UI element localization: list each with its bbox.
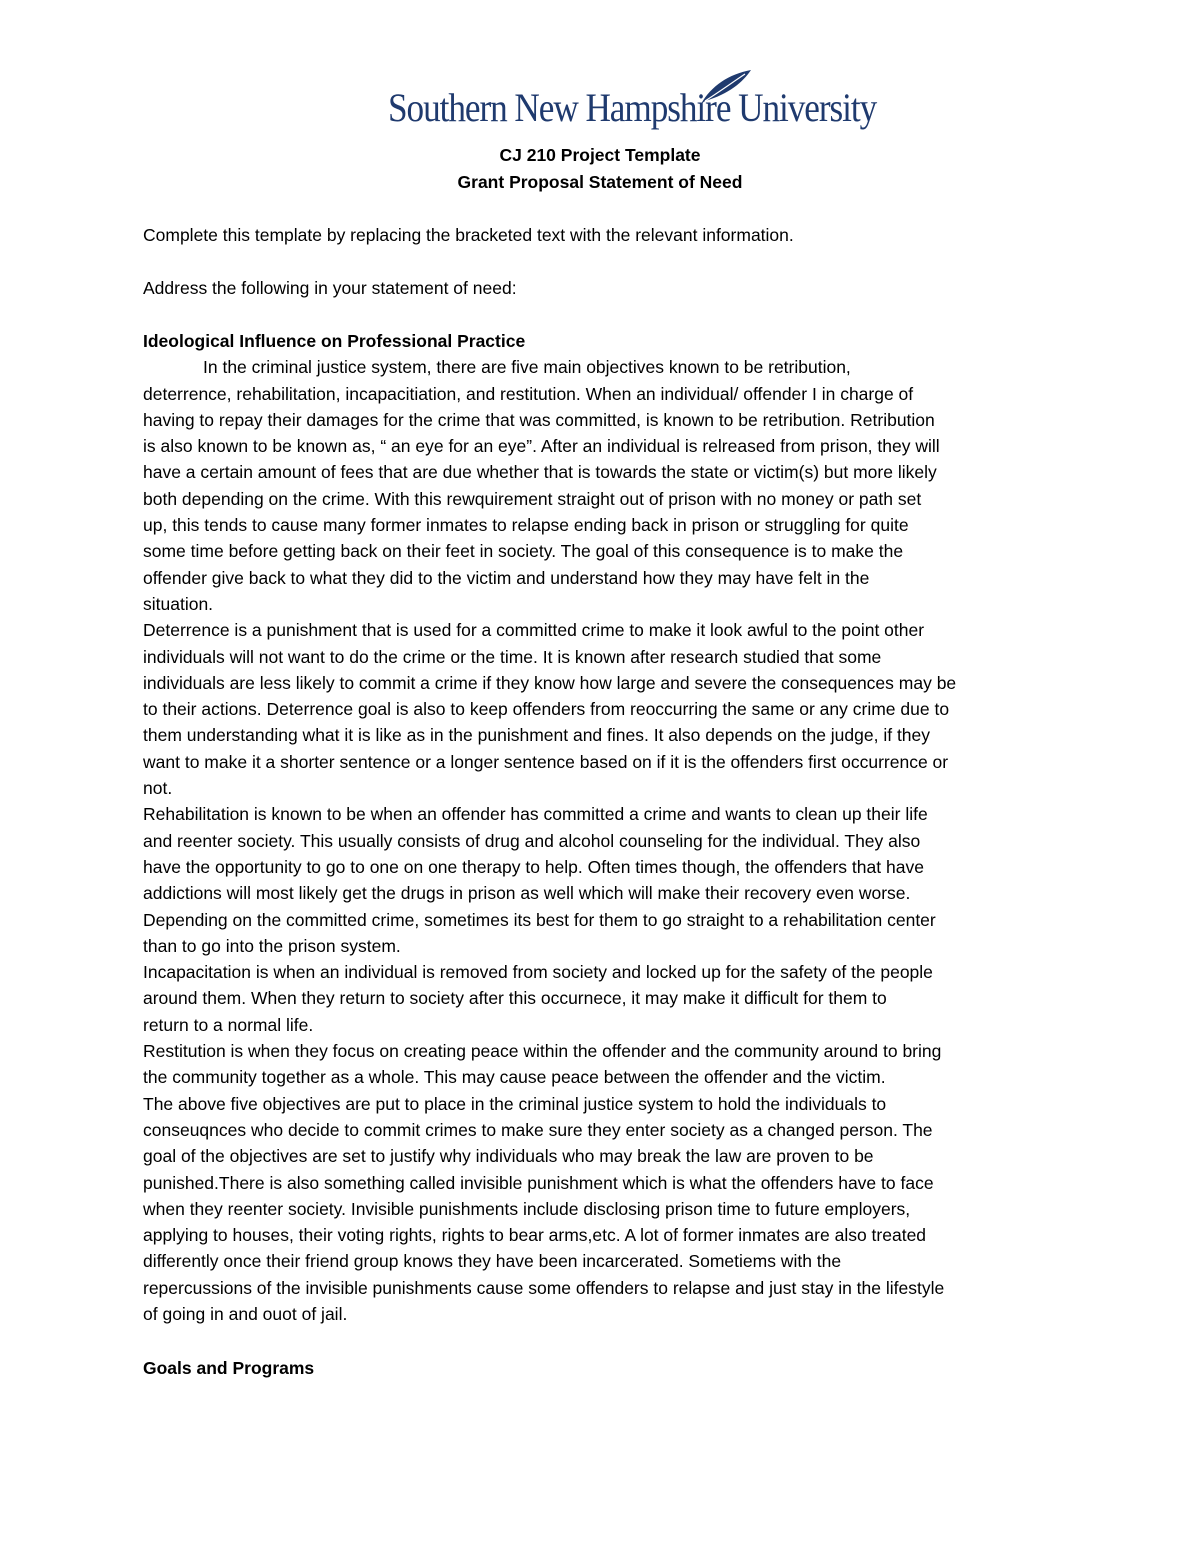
- section-heading: Goals and Programs: [143, 1358, 315, 1378]
- section-heading: Ideological Influence on Professional Practice: [143, 331, 526, 351]
- body-line: Restitution is when they focus on creating peace within the offender and the community around to bring: [143, 1041, 942, 1062]
- section-body: [143, 354, 1063, 1327]
- body-line: around them. When they return to society after this occurnece, it may make it difficult for them to: [143, 988, 887, 1009]
- body-line: the community together as a whole. This may cause peace between the offender and the victim.: [143, 1067, 886, 1088]
- body-line: Rehabilitation is known to be when an offender has committed a crime and wants to clean up their life: [143, 804, 928, 825]
- body-line: having to repay their damages for the crime that was committed, is known to be retribution. Retribution: [143, 409, 935, 430]
- body-line: have the opportunity to go to one on one therapy to help. Often times though, the offenders that have: [143, 856, 924, 877]
- logo-wordmark: Southern New Hampshire University: [388, 85, 877, 130]
- section-ideological-influence: [143, 328, 1063, 1327]
- body-line: Deterrence is a punishment that is used for a committed crime to make it look awful to the point other: [143, 620, 925, 641]
- body-line: In the criminal justice system, there are five main objectives known to be retribution,: [203, 357, 851, 378]
- body-line: offender give back to what they did to the victim and understand how they may have felt in the: [143, 567, 870, 588]
- body-line: up, this tends to cause many former inmates to relapse ending back in prison or struggling for quite: [143, 515, 909, 536]
- body-line: them understanding what it is like as in the punishment and fines. It also depends on the judge, if they: [143, 725, 931, 746]
- body-line: and reenter society. This usually consists of drug and alcohol counseling for the individual. They also: [143, 830, 921, 851]
- body-line: want to make it a shorter sentence or a longer sentence based on if it is the offenders first occurrence or: [143, 751, 949, 772]
- body-line: Incapacitation is when an individual is removed from society and locked up for the safety of the people: [143, 962, 933, 983]
- body-line: when they reenter society. Invisible punishments include disclosing prison time to future employers,: [143, 1198, 911, 1219]
- page-title: CJ 210 Project Template: [499, 145, 701, 165]
- body-line: deterrence, rehabilitation, incapacitiation, and restitution. When an individual/ offender I in charge of: [143, 383, 914, 404]
- body-line: repercussions of the invisible punishments cause some offenders to relapse and just stay in the lifestyle: [143, 1277, 945, 1298]
- body-line: than to go into the prison system.: [143, 935, 401, 956]
- body-line: punished.There is also something called invisible punishment which is what the offenders have to face: [143, 1172, 934, 1193]
- body-line: goal of the objectives are set to justify why individuals who may break the law are proven to be: [143, 1146, 874, 1167]
- body-line: differently once their friend group knows they have been incarcerated. Sometiems with the: [143, 1251, 842, 1272]
- instruction-line: Complete this template by replacing the bracketed text with the relevant information.: [143, 225, 794, 245]
- body-line: not.: [143, 778, 173, 799]
- body-line: some time before getting back on their feet in society. The goal of this consequence is to make the: [143, 541, 904, 562]
- address-text: [143, 275, 1063, 301]
- body-line: return to a normal life.: [143, 1014, 314, 1035]
- body-line: have a certain amount of fees that are due whether that is towards the state or victim(s) but more likely: [143, 462, 937, 483]
- body-line: to their actions. Deterrence goal is also to keep offenders from reoccurring the same or any crime due to: [143, 699, 950, 720]
- page-subtitle: Grant Proposal Statement of Need: [457, 172, 743, 192]
- body-line: of going in and ouot of jail.: [143, 1303, 348, 1324]
- address-line: Address the following in your statement of need:: [143, 278, 517, 298]
- instruction-text: [143, 222, 1063, 248]
- body-line: applying to houses, their voting rights, rights to bear arms,etc. A lot of former inmates are also treated: [143, 1225, 927, 1246]
- body-line: The above five objectives are put to place in the criminal justice system to hold the individuals to: [143, 1093, 887, 1114]
- body-line: conseuqnces who decide to commit crimes to make sure they enter society as a changed person. The: [143, 1119, 933, 1140]
- body-line: individuals are less likely to commit a crime if they know how large and severe the consequences may be: [143, 672, 957, 693]
- body-line: is also known to be known as, “ an eye for an eye”. After an individual is relreased from prison, they will: [143, 436, 940, 457]
- leaf-icon: [693, 68, 753, 108]
- body-line: Depending on the committed crime, sometimes its best for them to go straight to a rehabilitation center: [143, 909, 936, 930]
- body-line: situation.: [143, 593, 214, 614]
- section-goals-programs: [143, 1355, 1063, 1381]
- body-line: individuals will not want to do the crime or the time. It is known after research studied that some: [143, 646, 882, 667]
- body-line: both depending on the crime. With this rewquirement straight out of prison with no money or path set: [143, 488, 922, 509]
- university-logo: [388, 68, 877, 138]
- body-line: addictions will most likely get the drugs in prison as well which will make their recovery even worse.: [143, 883, 911, 904]
